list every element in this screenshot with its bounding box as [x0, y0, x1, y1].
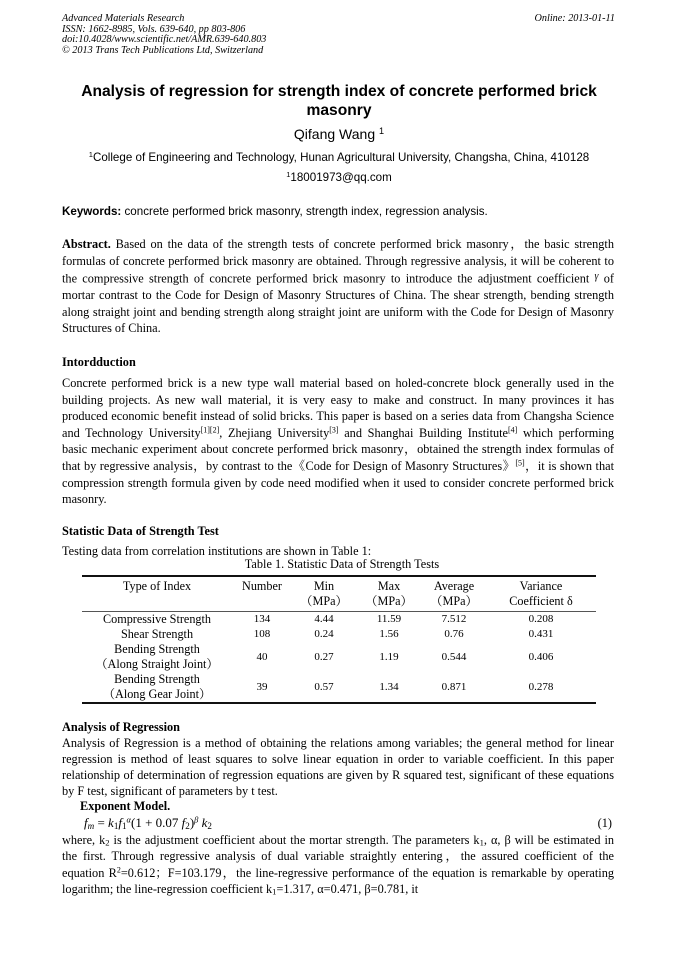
col-max: Max （MPa） [365, 579, 413, 608]
citation-5[interactable]: [5] [515, 458, 525, 468]
exponent-model-heading: Exponent Model. [80, 799, 171, 813]
col-type: Type of Index [122, 579, 192, 593]
strength-data-table [82, 575, 596, 704]
cell-max: 1.56 [379, 628, 399, 640]
gamma-symbol: γ [594, 271, 599, 283]
cell-number: 40 [256, 650, 268, 663]
col-min: Min （MPa） [300, 579, 348, 608]
intro-text-4: which performing basic mechanic experiment about concrete performed brick masonry，obtained the strength index formulas of that by regressive analysis，by contrast to the《Code for Design of Masonry Structures》 [62, 425, 614, 473]
intro-text-3: and Shanghai Building Institute [338, 425, 509, 440]
citation-4[interactable]: [4] [508, 425, 518, 435]
intro-text-1: Concrete performed brick is a new type wall material based on holed-concrete block generally used in the building projects. As new wall material, it is very easy to make and construct. In many provinces it has produced economic benefit instead of solid bricks. This paper is based on a series data from Changsha Science and Technology University [62, 376, 614, 440]
email-address[interactable]: 18001973@qq.com [290, 171, 392, 184]
keywords [62, 205, 622, 219]
author-name: Qifang Wang [293, 126, 376, 142]
cell-type: Bending Strength （Along Gear Joint） [102, 672, 212, 701]
paper-title: Analysis of regression for strength index of concrete performed brick masonry [81, 83, 597, 119]
cell-type: Compressive Strength [103, 612, 211, 626]
cell-average: 0.871 [441, 680, 467, 693]
affiliation-text: College of Engineering and Technology, Hunan Agricultural University, Changsha, China, 410128 [92, 151, 590, 164]
equation-1: $f_m = k_1f_1^\alpha(1 + 0.07$ $f_2)^\beta$ $k_2$ [84, 814, 212, 831]
author [62, 126, 616, 142]
cell-average: 0.76 [444, 628, 464, 640]
equation-explanation: where, $k_2$ is the adjustment coefficient about the mortar strength. The parameters $k_1$, α, β will be estimated in the first. Through regressive analysis of dual variable straightly entering，the assured coefficient of the equation $R^2=0.612$；F=103.179，the line-regressive performance of the equation is remarkable by operating logarithm; the line-regression coefficient $k_1=1.317$, α=0.471, β=0.781, it [62, 833, 615, 897]
col-average: Average （MPa） [430, 579, 478, 608]
col-number: Number [242, 579, 282, 593]
equation-number: (1) [597, 816, 612, 830]
cell-min: 0.27 [314, 650, 334, 663]
regression-text: Analysis of Regression is a method of obtaining the relations among variables; the general method for linear regression is method of least squares to solve linear equation in order to variable coefficient. In this paper relationship of determination of regression equations are given by R squared test, significant of these equations by F test, significant of parameters by t test. [62, 736, 614, 798]
abstract-label: Abstract. [62, 237, 111, 251]
copyright-line: © 2013 Trans Tech Publications Ltd, Switzerland [62, 44, 264, 56]
statistic-intro: Testing data from correlation institutions are shown in Table 1: [62, 544, 372, 558]
intro-text-5: ，it is shown that compression strength formula given by code need modified when it used to consider concrete performed brick masonry. [62, 458, 614, 507]
abstract-text-1: Based on the data of the strength tests of concrete performed brick masonry，the basic strength formulas of concrete performed brick masonry are obtained. Through regressive analysis, it will be coherent to the compressive strength of concrete performed brick masonry to introduce the adjustment coefficient [62, 237, 614, 286]
cell-variance: 0.208 [528, 613, 554, 625]
cell-number: 134 [253, 613, 271, 625]
table-header-row [82, 576, 596, 612]
email-mark: 1 [286, 169, 291, 179]
table-row [82, 612, 596, 628]
journal-name: Advanced Materials Research [62, 13, 185, 24]
cell-max: 11.59 [376, 613, 402, 625]
cell-type: Bending Strength （Along Straight Joint） [95, 642, 219, 671]
citation-3[interactable]: [3] [329, 425, 339, 435]
introduction-heading: Intordduction [62, 355, 136, 369]
citation-1-2[interactable]: [1][2] [200, 425, 220, 435]
introduction-text [62, 375, 614, 508]
cell-variance: 0.431 [528, 628, 554, 640]
table-row [82, 642, 596, 672]
keywords-text: concrete performed brick masonry, strength index, regression analysis. [121, 205, 488, 218]
cell-min: 0.57 [314, 680, 334, 693]
intro-text-2: , Zhejiang University [219, 425, 330, 440]
email [62, 171, 616, 185]
cell-number: 39 [256, 680, 268, 693]
doi-line: doi:10.4028/www.scientific.net/AMR.639-640.803 [62, 34, 267, 46]
cell-max: 1.19 [379, 650, 399, 663]
table-row [82, 672, 596, 703]
cell-average: 0.544 [441, 650, 467, 663]
table-row [82, 627, 596, 642]
col-variance: Variance Coefficient δ [509, 579, 573, 608]
cell-min: 4.44 [314, 613, 334, 625]
abstract [62, 236, 614, 337]
cell-type: Shear Strength [120, 627, 194, 641]
issn-line: ISSN: 1662-8985, Vols. 639-640, pp 803-806 [62, 23, 246, 35]
cell-variance: 0.278 [528, 680, 554, 693]
publication-header [62, 14, 266, 56]
table-caption: Table 1. Statistic Data of Strength Tests [244, 557, 440, 571]
affil-mark: 1 [88, 149, 93, 159]
cell-min: 0.24 [314, 628, 334, 640]
cell-average: 7.512 [441, 613, 467, 625]
regression-heading: Analysis of Regression [62, 720, 180, 734]
author-affil-mark: 1 [379, 126, 385, 136]
abstract-text-2: of mortar contrast to the Code for Design of Masonry Structures of China. The shear strength, bending strength along straight joint and bending strength along straight joint are uniform with the Code for Design of Masonry Structures of China. [62, 271, 614, 336]
cell-number: 108 [253, 628, 271, 640]
statistic-heading: Statistic Data of Strength Test [62, 524, 219, 538]
keywords-label: Keywords: [62, 205, 122, 218]
online-date: Online: 2013-01-11 [534, 13, 615, 24]
cell-variance: 0.406 [528, 650, 554, 663]
cell-max: 1.34 [379, 680, 399, 693]
affiliation [62, 151, 616, 165]
